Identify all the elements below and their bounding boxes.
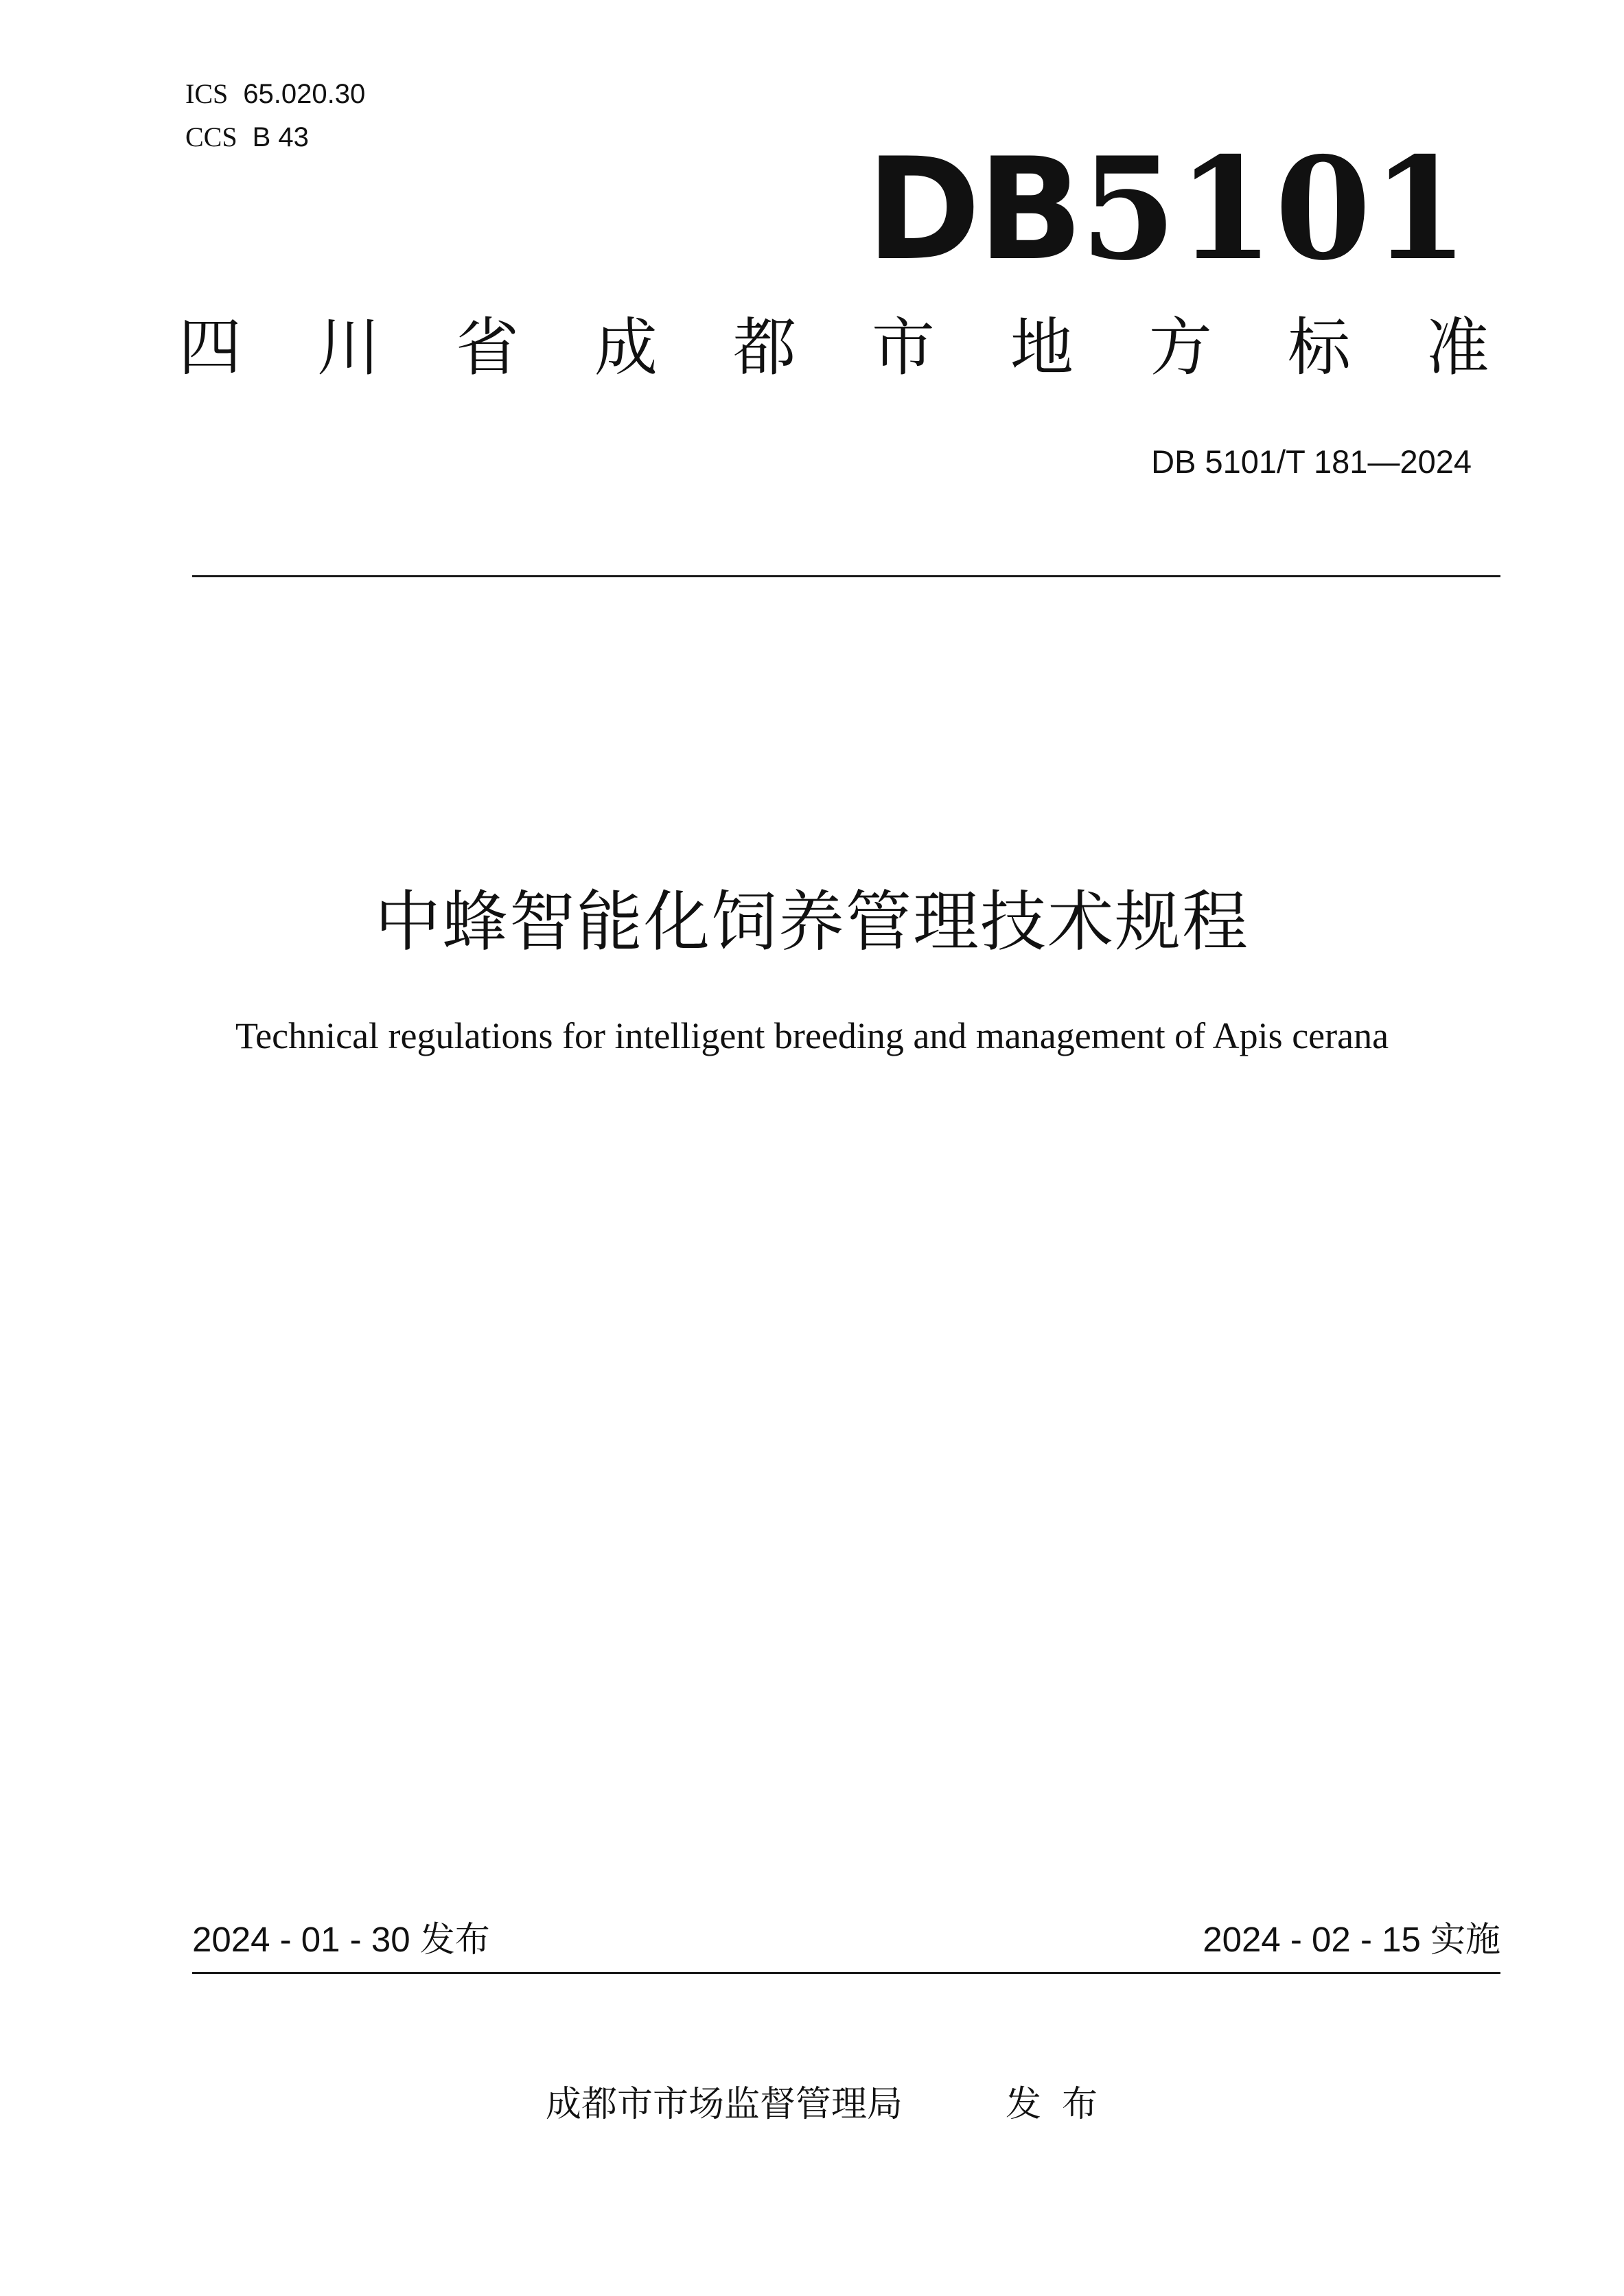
- top-divider: [192, 575, 1500, 577]
- standard-type-char: 准: [1426, 311, 1489, 384]
- logo-prefix: DB: [866, 128, 1081, 292]
- standard-type-char: 地: [1010, 311, 1074, 384]
- ics-line: [185, 77, 365, 111]
- publish-date: 2024 - 01 - 30 发布: [192, 1920, 490, 1959]
- issue-action: 发布: [1006, 2084, 1119, 2125]
- logo-number: 5101: [1080, 127, 1470, 292]
- standard-type-char: 成: [594, 311, 658, 384]
- document-title-chinese: 中蜂智能化饲养管理技术规程: [375, 883, 1249, 960]
- ccs-line: [185, 120, 309, 154]
- standard-type-char: 都: [732, 311, 796, 384]
- issuing-authority: 成都市市场监督管理局: [546, 2084, 903, 2125]
- standard-type-heading: [178, 310, 1489, 386]
- implement-date: 2024 - 02 - 15 实施: [1203, 1920, 1500, 1959]
- ics-label: ICS: [185, 78, 229, 109]
- bottom-divider: [192, 1972, 1500, 1974]
- document-title-english: Technical regulations for intelligent breeding and management of Apis cerana: [235, 1015, 1389, 1056]
- standard-logo: [866, 127, 1470, 292]
- standard-type-char: 市: [871, 311, 935, 384]
- standard-type-char: 四: [178, 311, 242, 384]
- ccs-value: B 43: [252, 122, 309, 152]
- standard-type-char: 标: [1287, 311, 1351, 384]
- ics-value: 65.020.30: [243, 79, 366, 109]
- standard-type-char: 川: [316, 311, 380, 384]
- standard-type-char: 方: [1148, 311, 1212, 384]
- standard-code: DB 5101/T 181—2024: [1151, 443, 1472, 480]
- standard-type-char: 省: [455, 311, 519, 384]
- ccs-label: CCS: [185, 121, 237, 152]
